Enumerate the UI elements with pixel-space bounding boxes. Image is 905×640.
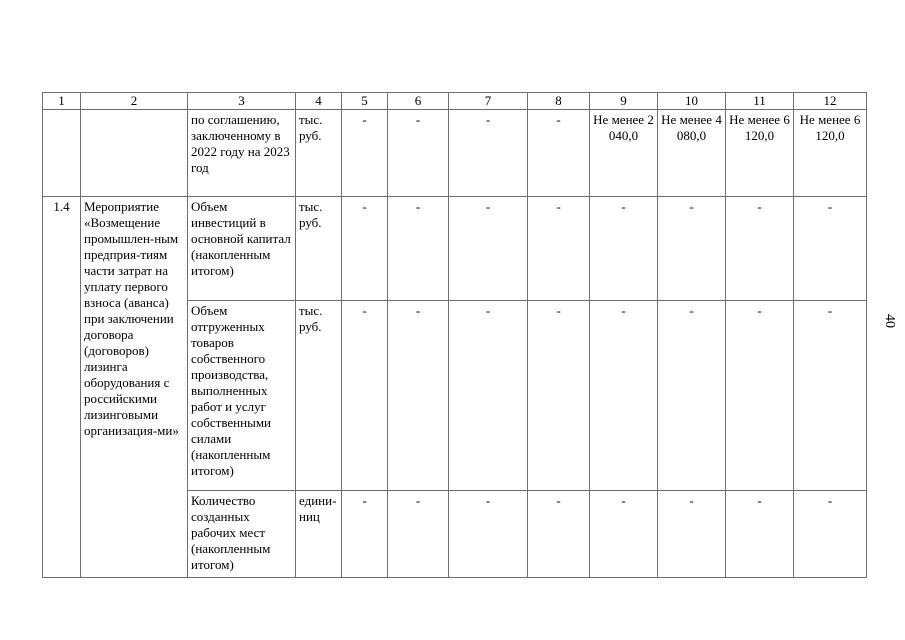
value-cell: - [590,197,658,301]
value-cell: - [342,491,388,578]
header-cell: 5 [342,93,388,110]
value-cell: - [658,197,726,301]
event-name-cell [81,110,188,197]
value-cell: - [726,301,794,491]
value-cell: - [528,110,590,197]
event-name-cell: Мероприятие «Возмещение промышлен-ным предприя-тиям части затрат на уплату первого взноса (аванса) при заключении договора (договоров) лизинга оборудования с российскими лизинговыми организация-ми» [81,197,188,578]
header-cell: 9 [590,93,658,110]
value-cell: - [528,197,590,301]
header-cell: 4 [296,93,342,110]
value-cell: - [388,197,449,301]
value-cell: - [794,301,867,491]
value-cell: - [528,491,590,578]
header-cell: 3 [188,93,296,110]
value-cell: - [528,301,590,491]
row-number-cell: 1.4 [43,197,81,578]
value-cell: - [342,110,388,197]
value-cell: Не менее 6 120,0 [794,110,867,197]
value-cell: - [726,197,794,301]
value-cell: - [590,301,658,491]
header-cell: 8 [528,93,590,110]
indicator-cell: Количество созданных рабочих мест (накопленным итогом) [188,491,296,578]
value-cell: - [449,110,528,197]
value-cell: - [658,301,726,491]
value-cell: - [590,491,658,578]
header-row [43,93,867,110]
indicator-cell: Объем инвестиций в основной капитал (накопленным итогом) [188,197,296,301]
value-cell: - [658,491,726,578]
value-cell: - [342,197,388,301]
header-cell: 12 [794,93,867,110]
value-cell: - [342,301,388,491]
header-cell: 6 [388,93,449,110]
table-row [43,110,867,197]
value-cell: Не менее 6 120,0 [726,110,794,197]
header-cell: 1 [43,93,81,110]
value-cell: - [449,491,528,578]
value-cell: - [794,491,867,578]
unit-cell: тыс. руб. [296,110,342,197]
table-row [43,197,867,301]
unit-cell: тыс. руб. [296,197,342,301]
value-cell: - [726,491,794,578]
value-cell: - [794,197,867,301]
page-number: 40 [882,314,897,328]
row-number-cell [43,110,81,197]
value-cell: - [388,491,449,578]
value-cell: - [449,197,528,301]
indicator-cell: по соглашению, заключенному в 2022 году на 2023 год [188,110,296,197]
indicators-table [42,92,867,578]
unit-cell: тыс. руб. [296,301,342,491]
indicator-cell: Объем отгруженных товаров собственного производства, выполненных работ и услуг собственными силами (накопленным итогом) [188,301,296,491]
header-cell: 11 [726,93,794,110]
header-cell: 7 [449,93,528,110]
header-cell: 10 [658,93,726,110]
value-cell: Не менее 2 040,0 [590,110,658,197]
value-cell: - [449,301,528,491]
unit-cell: едини-ниц [296,491,342,578]
value-cell: - [388,301,449,491]
header-cell: 2 [81,93,188,110]
value-cell: Не менее 4 080,0 [658,110,726,197]
value-cell: - [388,110,449,197]
